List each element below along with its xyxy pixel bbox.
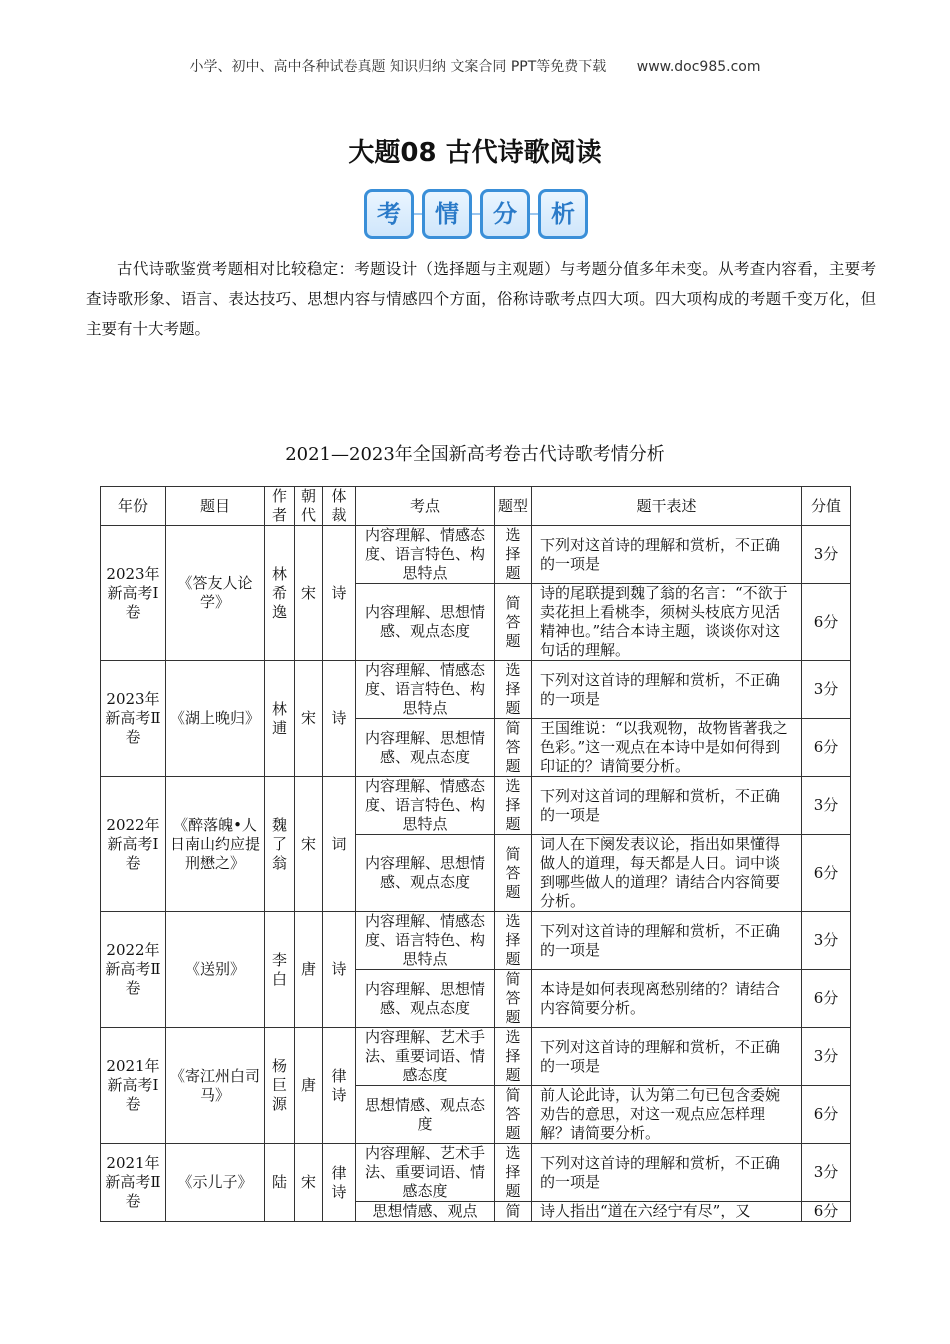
header-score: 分值 (802, 487, 851, 526)
cell-point: 内容理解、情感态度、语言特色、构思特点 (356, 912, 495, 970)
cell-score: 3分 (802, 661, 851, 719)
cell-year: 2021年新高考Ⅰ卷 (101, 1028, 166, 1144)
cell-stem: 王国维说：“以我观物，故物皆著我之色彩。”这一观点在本诗中是如何得到印证的？请简要分析。 (532, 719, 802, 777)
cell-score: 3分 (802, 526, 851, 584)
cell-stem: 下列对这首词的理解和赏析，不正确的一项是 (532, 777, 802, 835)
cell-author: 魏了翁 (265, 777, 295, 912)
cell-dynasty: 宋 (295, 661, 323, 777)
cell-stem: 下列对这首诗的理解和赏析，不正确的一项是 (532, 1028, 802, 1086)
cell-point: 内容理解、情感态度、语言特色、构思特点 (356, 661, 495, 719)
cell-score: 6分 (802, 1202, 851, 1222)
cell-type: 简答题 (495, 835, 532, 912)
page-header (0, 56, 950, 76)
cell-genre: 律诗 (323, 1028, 356, 1144)
cell-point: 思想情感、观点态度 (356, 1086, 495, 1144)
cell-stem: 下列对这首诗的理解和赏析，不正确的一项是 (532, 1144, 802, 1202)
cell-genre: 诗 (323, 526, 356, 661)
table-row (101, 912, 851, 970)
cell-type: 简答题 (495, 1086, 532, 1144)
badge-fen: 分 (480, 189, 530, 239)
cell-author: 林希逸 (265, 526, 295, 661)
cell-point: 内容理解、艺术手法、重要词语、情感态度 (356, 1144, 495, 1202)
cell-dynasty: 宋 (295, 777, 323, 912)
header-genre: 体裁 (323, 487, 356, 526)
cell-point: 内容理解、情感态度、语言特色、构思特点 (356, 777, 495, 835)
table-row (101, 526, 851, 584)
header-point: 考点 (356, 487, 495, 526)
cell-type: 选择题 (495, 1028, 532, 1086)
cell-type: 简 (495, 1202, 532, 1222)
header-type: 题型 (495, 487, 532, 526)
table-row (101, 1144, 851, 1202)
cell-point: 内容理解、思想情感、观点态度 (356, 719, 495, 777)
cell-type: 简答题 (495, 584, 532, 661)
cell-genre: 词 (323, 777, 356, 912)
cell-dynasty: 宋 (295, 1144, 323, 1222)
cell-point: 内容理解、情感态度、语言特色、构思特点 (356, 526, 495, 584)
exam-analysis-table (100, 486, 851, 1222)
table-row (101, 777, 851, 835)
cell-score: 3分 (802, 777, 851, 835)
cell-point: 内容理解、艺术手法、重要词语、情感态度 (356, 1028, 495, 1086)
cell-score: 6分 (802, 1086, 851, 1144)
cell-title: 《湖上晚归》 (166, 661, 265, 777)
cell-type: 选择题 (495, 1144, 532, 1202)
cell-year: 2023年新高考Ⅰ卷 (101, 526, 166, 661)
table-header-row (101, 487, 851, 526)
cell-stem: 下列对这首诗的理解和赏析，不正确的一项是 (532, 526, 802, 584)
table-caption: 2021—2023年全国新高考卷古代诗歌考情分析 (285, 444, 665, 465)
header-dynasty: 朝代 (295, 487, 323, 526)
cell-score: 3分 (802, 1144, 851, 1202)
cell-author: 李白 (265, 912, 295, 1028)
cell-point: 内容理解、思想情感、观点态度 (356, 970, 495, 1028)
cell-type: 简答题 (495, 719, 532, 777)
cell-author: 陆 (265, 1144, 295, 1222)
cell-year: 2023年新高考Ⅱ卷 (101, 661, 166, 777)
cell-title: 《示儿子》 (166, 1144, 265, 1222)
header-author: 作者 (265, 487, 295, 526)
cell-title: 《醉落魄•人日南山约应提刑懋之》 (166, 777, 265, 912)
cell-point: 内容理解、思想情感、观点态度 (356, 835, 495, 912)
cell-stem: 前人论此诗，认为第二句已包含委婉劝告的意思，对这一观点应怎样理解？请简要分析。 (532, 1086, 802, 1144)
page-title: 大题08 古代诗歌阅读 (348, 138, 602, 168)
cell-score: 3分 (802, 912, 851, 970)
cell-stem: 下列对这首诗的理解和赏析，不正确的一项是 (532, 661, 802, 719)
cell-stem: 下列对这首诗的理解和赏析，不正确的一项是 (532, 912, 802, 970)
cell-point: 内容理解、思想情感、观点态度 (356, 584, 495, 661)
cell-stem: 诗人指出“道在六经宁有尽”，又 (532, 1202, 802, 1222)
cell-stem: 本诗是如何表现离愁别绪的？请结合内容简要分析。 (532, 970, 802, 1028)
cell-author: 杨巨源 (265, 1028, 295, 1144)
cell-score: 6分 (802, 970, 851, 1028)
cell-title: 《送别》 (166, 912, 265, 1028)
header-url[interactable]: www.doc985.com (636, 59, 761, 75)
cell-year: 2021年新高考Ⅱ卷 (101, 1144, 166, 1222)
cell-genre: 诗 (323, 661, 356, 777)
cell-score: 6分 (802, 835, 851, 912)
cell-dynasty: 宋 (295, 526, 323, 661)
header-stem: 题干表述 (532, 487, 802, 526)
cell-type: 选择题 (495, 526, 532, 584)
cell-title: 《寄江州白司马》 (166, 1028, 265, 1144)
header-year: 年份 (101, 487, 166, 526)
analysis-badges (364, 189, 586, 241)
cell-year: 2022年新高考Ⅱ卷 (101, 912, 166, 1028)
intro-paragraph: 古代诗歌鉴赏考题相对比较稳定：考题设计（选择题与主观题）与考题分值多年未变。从考查内容看，主要考查诗歌形象、语言、表达技巧、思想内容与情感四个方面，俗称诗歌考点四大项。四大项构成的考题千变万化，但主要有十大考题。 (86, 260, 876, 338)
cell-type: 选择题 (495, 777, 532, 835)
cell-title: 《答友人论学》 (166, 526, 265, 661)
header-title: 题目 (166, 487, 265, 526)
cell-score: 6分 (802, 584, 851, 661)
cell-stem: 诗的尾联提到魏了翁的名言：“不欲于卖花担上看桃李，须树头枝底方见活精神也。”结合本诗主题，谈谈你对这句话的理解。 (532, 584, 802, 661)
table-row (101, 661, 851, 719)
cell-score: 6分 (802, 719, 851, 777)
header-text: 小学、初中、高中各种试卷真题 知识归纳 文案合同 PPT等免费下载 (189, 59, 607, 75)
badge-xi: 析 (538, 189, 588, 239)
cell-dynasty: 唐 (295, 912, 323, 1028)
cell-type: 选择题 (495, 661, 532, 719)
cell-genre: 诗 (323, 912, 356, 1028)
cell-author: 林逋 (265, 661, 295, 777)
cell-score: 3分 (802, 1028, 851, 1086)
cell-type: 简答题 (495, 970, 532, 1028)
cell-dynasty: 唐 (295, 1028, 323, 1144)
cell-type: 选择题 (495, 912, 532, 970)
badge-kao: 考 (364, 189, 414, 239)
cell-point: 思想情感、观点 (356, 1202, 495, 1222)
cell-year: 2022年新高考Ⅰ卷 (101, 777, 166, 912)
badge-qing: 情 (422, 189, 472, 239)
table-row (101, 1028, 851, 1086)
cell-stem: 词人在下阕发表议论，指出如果懂得做人的道理，每天都是人日。词中谈到哪些做人的道理？请结合内容简要分析。 (532, 835, 802, 912)
cell-genre: 律诗 (323, 1144, 356, 1222)
